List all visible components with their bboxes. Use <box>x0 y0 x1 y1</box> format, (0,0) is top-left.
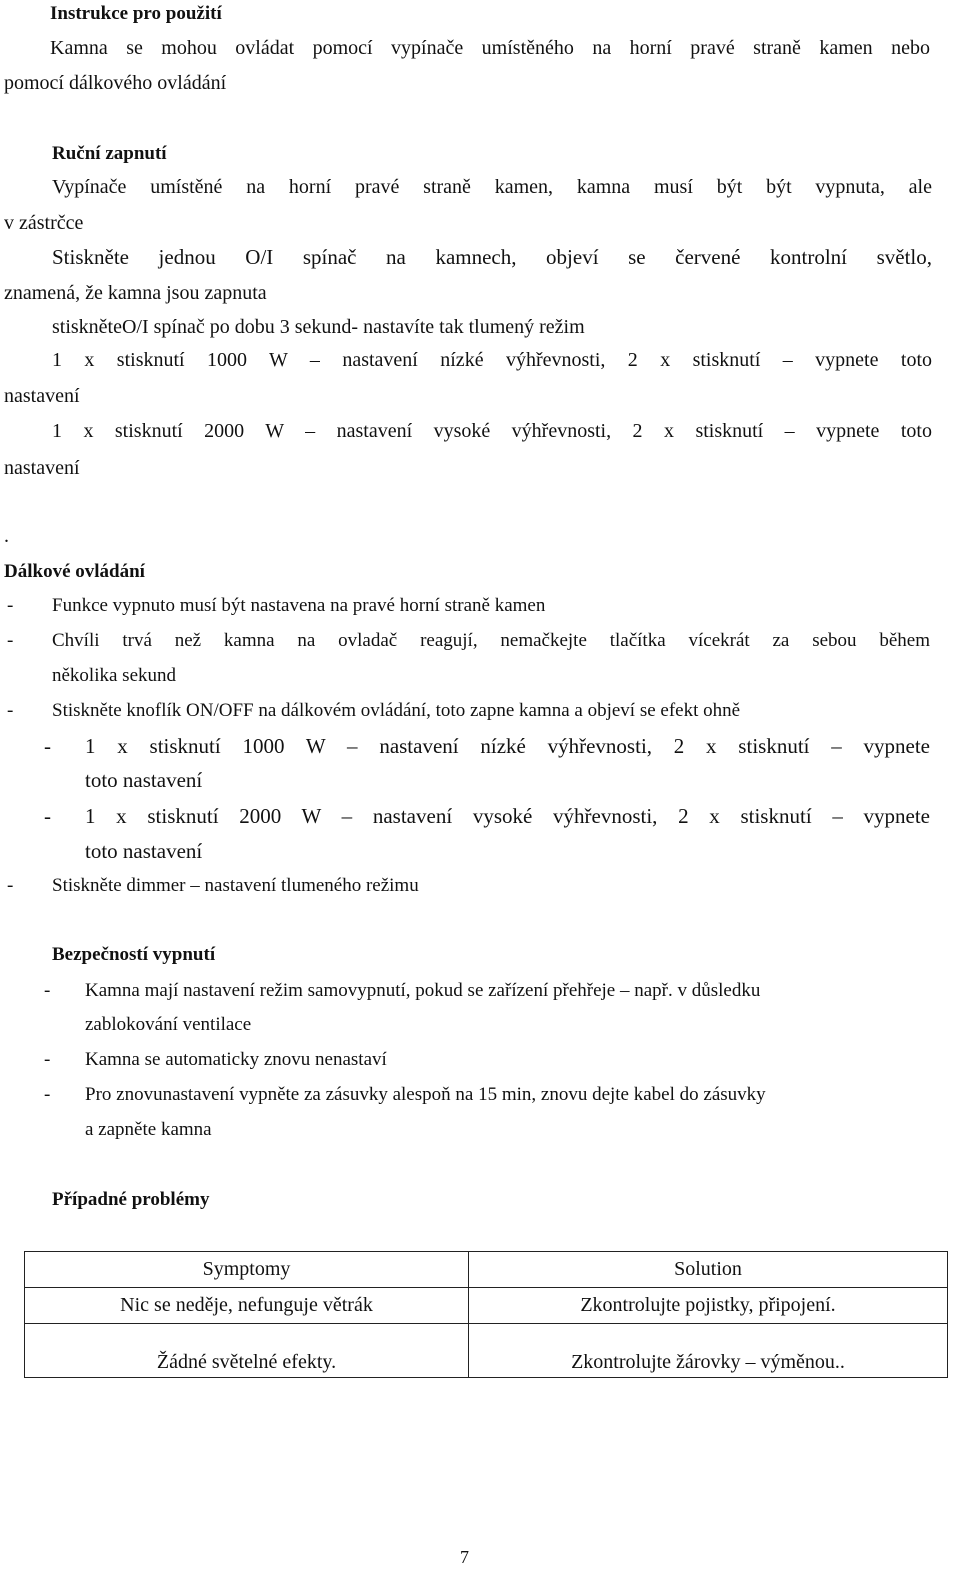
intro-line-1: Kamna se mohou ovládat pomocí vypínače umístěného na horní pravé straně kamen nebo <box>50 37 930 59</box>
remote-sub-1-line-1: 1 x stisknutí 1000 W – nastavení nízké výhřevnosti, 2 x stisknutí – vypnete <box>85 734 930 758</box>
bullet-dash: - <box>7 700 14 721</box>
problems-table <box>24 1251 948 1378</box>
manual-p5-line-2: nastavení <box>4 457 80 479</box>
remote-sub-2-line-2: toto nastavení <box>85 839 203 863</box>
manual-p2-line-2: znamená, že kamna jsou zapnuta <box>4 282 267 304</box>
safety-item-1-line-2: zablokování ventilace <box>85 1014 252 1035</box>
table-cell: Zkontrolujte pojistky, připojení. <box>469 1288 948 1324</box>
safety-item-1-line-1: Kamna mají nastavení režim samovypnutí, pokud se zařízení přehřeje – např. v důsledku <box>85 980 761 1001</box>
stray-dot: . <box>4 525 9 547</box>
manual-p1-line-2: v zástrčce <box>4 212 84 234</box>
bullet-dash: - <box>44 1049 51 1070</box>
page-number: 7 <box>460 1547 469 1567</box>
table-row <box>25 1324 948 1378</box>
section-title-manual: Ruční zapnutí <box>52 143 167 164</box>
section-title-problems: Případné problémy <box>52 1189 210 1210</box>
bullet-dash: - <box>7 875 14 896</box>
bullet-dash: - <box>44 980 51 1001</box>
table-header-cell: Solution <box>469 1252 948 1288</box>
remote-sub-2-line-1: 1 x stisknutí 2000 W – nastavení vysoké výhřevnosti, 2 x stisknutí – vypnete <box>85 804 930 828</box>
sub-bullet-dash: - <box>44 804 51 828</box>
section-title-safety: Bezpečností vypnutí <box>52 944 216 965</box>
manual-p2-line-1: Stiskněte jednou O/I spínač na kamnech, objeví se červené kontrolní světlo, <box>52 245 932 269</box>
remote-item-2-line-1: Chvíli trvá než kamna na ovladač reagují, nemačkejte tlačítka vícekrát za sebou během <box>52 630 930 651</box>
section-title-instructions: Instrukce pro použití <box>50 3 222 24</box>
table-cell: Zkontrolujte žárovky – výměnou.. <box>469 1324 948 1378</box>
safety-item-3-line-1: Pro znovunastavení vypněte za zásuvky alespoň na 15 min, znovu dejte kabel do zásuvky <box>85 1084 766 1105</box>
remote-item-3: Stiskněte knoflík ON/OFF na dálkovém ovládání, toto zapne kamna a objeví se efekt ohně <box>52 700 741 721</box>
manual-p3: stiskněteO/I spínač po dobu 3 sekund- nastavíte tak tlumený režim <box>52 316 585 338</box>
table-row <box>25 1288 948 1324</box>
remote-item-2-line-2: několika sekund <box>52 665 177 686</box>
table-header-cell: Symptomy <box>25 1252 469 1288</box>
manual-p1-line-1: Vypínače umístěné na horní pravé straně kamen, kamna musí být být vypnuta, ale <box>52 176 932 198</box>
intro-line-2: pomocí dálkového ovládání <box>4 72 227 94</box>
remote-item-1: Funkce vypnuto musí být nastavena na pravé horní straně kamen <box>52 595 546 616</box>
remote-sub-1-line-2: toto nastavení <box>85 768 203 792</box>
safety-item-2: Kamna se automaticky znovu nenastaví <box>85 1049 387 1070</box>
bullet-dash: - <box>44 1084 51 1105</box>
manual-p4-line-1: 1 x stisknutí 1000 W – nastavení nízké výhřevnosti, 2 x stisknutí – vypnete toto <box>52 349 932 371</box>
section-title-remote: Dálkové ovládání <box>4 561 145 582</box>
bullet-dash: - <box>7 630 14 651</box>
table-cell: Žádné světelné efekty. <box>25 1324 469 1378</box>
table-header-row <box>25 1252 948 1288</box>
remote-item-4: Stiskněte dimmer – nastavení tlumeného režimu <box>52 875 419 896</box>
bullet-dash: - <box>7 595 14 616</box>
table-cell: Nic se neděje, nefunguje větrák <box>25 1288 469 1324</box>
manual-p5-line-1: 1 x stisknutí 2000 W – nastavení vysoké výhřevnosti, 2 x stisknutí – vypnete toto <box>52 420 932 442</box>
manual-p4-line-2: nastavení <box>4 385 80 407</box>
sub-bullet-dash: - <box>44 734 51 758</box>
safety-item-3-line-2: a zapněte kamna <box>85 1119 212 1140</box>
